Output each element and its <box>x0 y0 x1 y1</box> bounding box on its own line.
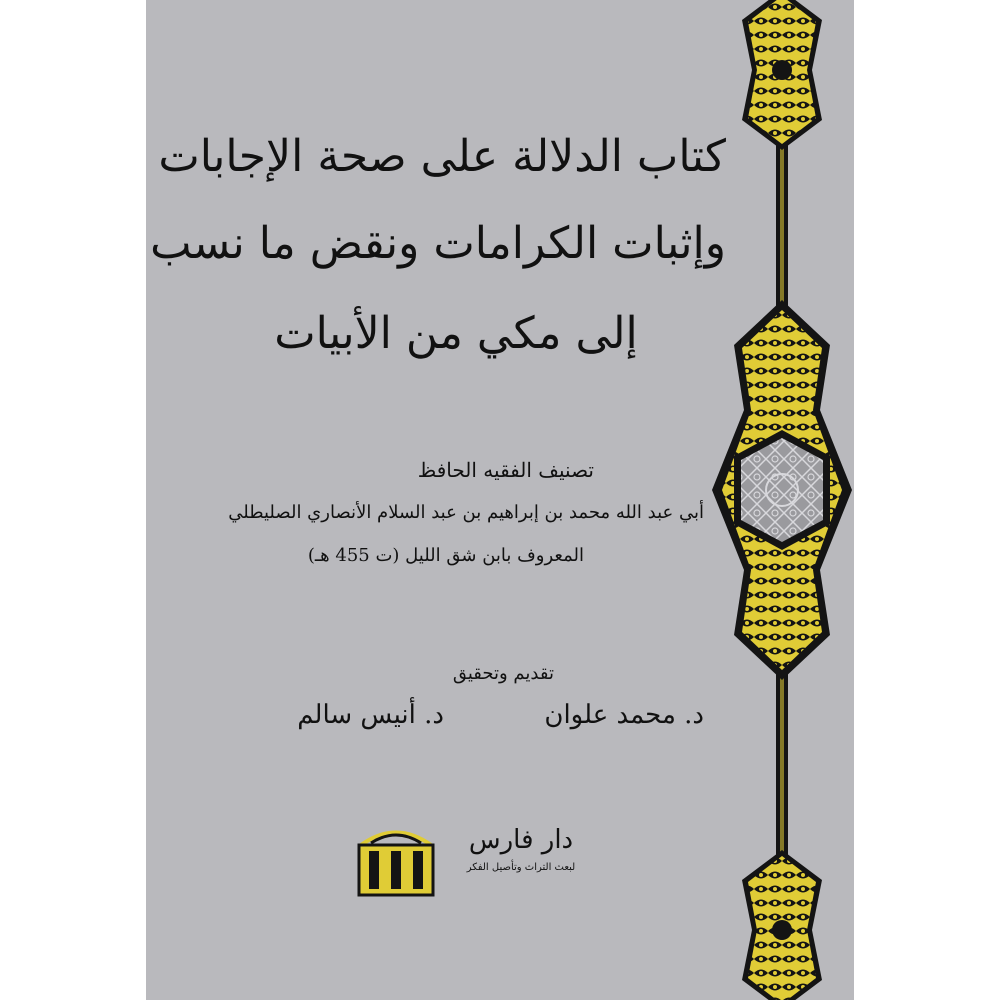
book-title-line-3: إلى مكي من الأبيات <box>274 308 638 359</box>
author-full-name: أبي عبد الله محمد بن إبراهيم بن عبد السلام الأنصاري الصليطلي <box>228 502 704 523</box>
islamic-ornament-band-icon <box>712 0 852 1000</box>
editing-label: تقديم وتحقيق <box>452 663 554 684</box>
author-known-as: المعروف بابن شق الليل (ت 455 هـ) <box>307 545 584 566</box>
editor-1: د. محمد علوان <box>544 700 704 730</box>
book-logo-icon <box>351 815 441 900</box>
authorship-label: تصنيف الفقيه الحافظ <box>417 458 594 482</box>
publisher-name: دار فارس <box>468 825 574 855</box>
book-title-line-2: وإثبات الكرامات ونقض ما نسب <box>150 218 726 269</box>
book-title-line-1: كتاب الدلالة على صحة الإجابات <box>158 131 726 182</box>
book-cover <box>146 0 854 1000</box>
editor-2: د. أنيس سالم <box>297 700 444 730</box>
publisher-tagline: لبعث التراث وتأصيل الفكر <box>466 862 576 873</box>
